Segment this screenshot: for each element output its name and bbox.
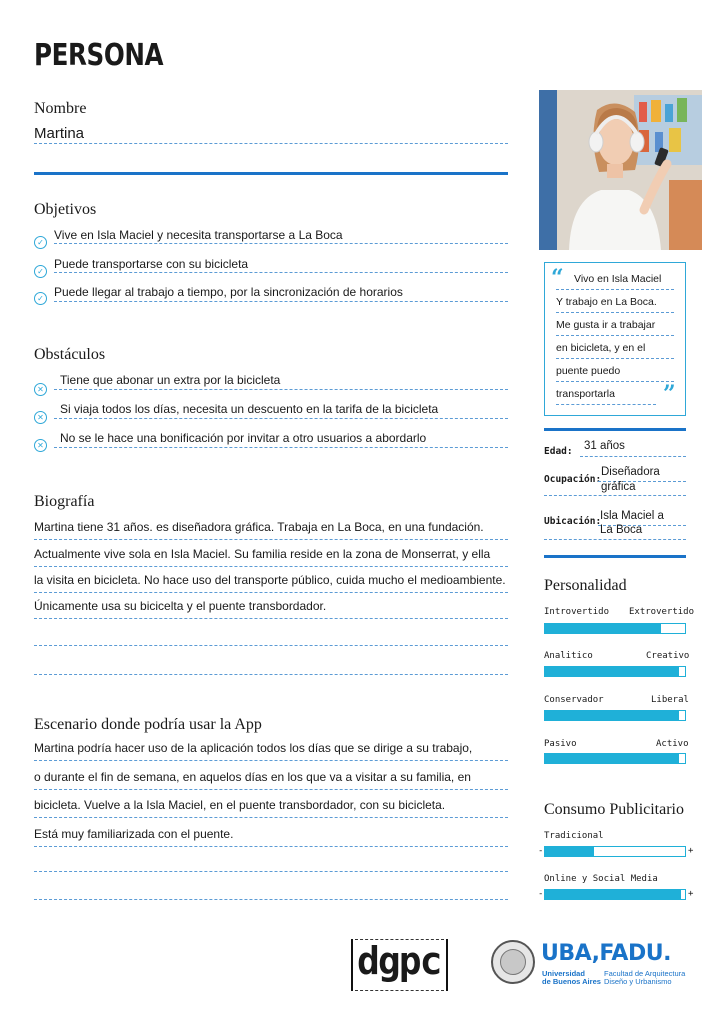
- divider: [34, 566, 508, 567]
- open-quote-icon: “: [551, 265, 564, 291]
- trait-slider-fill: [545, 624, 661, 633]
- trait-right-label: Extrovertido: [629, 607, 695, 617]
- divider: [556, 404, 656, 405]
- edad-value: 31 años: [584, 440, 625, 452]
- trait-left-label: Pasivo: [544, 739, 577, 749]
- obstaculo-text: Tiene que abonar un extra por la bicicleta: [60, 373, 281, 387]
- divider: [54, 447, 508, 448]
- trait-right-label: Creativo: [646, 651, 690, 661]
- objetivo-text: Puede transportarse con su bicicleta: [54, 257, 249, 271]
- quote-line: transportarla: [556, 388, 615, 400]
- consumo-label: Online y Social Media: [544, 874, 658, 884]
- uba-seal-icon: [491, 940, 535, 984]
- divider: [34, 817, 508, 818]
- consumo-slider: [544, 889, 686, 900]
- divider: [34, 674, 508, 675]
- x-circle-icon: ✕: [34, 383, 47, 396]
- escenario-line: bicicleta. Vuelve a la Isla Maciel, en el puente transbordador, con su bicicleta.: [34, 798, 446, 812]
- divider: [54, 418, 508, 419]
- section-divider: [544, 555, 686, 558]
- x-circle-icon: ✕: [34, 411, 47, 424]
- trait-left-label: Introvertido: [544, 607, 610, 617]
- edad-label: Edad:: [544, 446, 573, 457]
- dgpc-logo: [351, 939, 448, 991]
- fadu-subtitle-line: Facultad de Arquitectura: [604, 969, 686, 978]
- divider: [34, 871, 508, 872]
- persona-photo-illustration: [539, 90, 702, 250]
- trait-slider: [544, 753, 686, 764]
- biografia-line: Únicamente usa su bicicelta y el puente transbordador.: [34, 599, 327, 613]
- nombre-value: Martina: [34, 125, 85, 142]
- escenario-heading: Escenario donde podría usar la App: [34, 716, 262, 733]
- divider: [54, 243, 508, 244]
- personalidad-heading: Personalidad: [544, 577, 627, 594]
- ocupacion-label: Ocupación:: [544, 474, 602, 485]
- escenario-line: o durante el fin de semana, en aquelos días en los que va a visitar a su familia, en: [34, 770, 471, 784]
- check-circle-icon: ✓: [34, 292, 47, 305]
- divider: [556, 312, 674, 313]
- escenario-line: Martina podría hacer uso de la aplicación todos los días que se dirige a su trabajo,: [34, 741, 473, 755]
- divider: [34, 899, 508, 900]
- trait-slider-fill: [545, 667, 679, 676]
- plus-icon: +: [688, 846, 694, 856]
- fadu-subtitle-line: Diseño y Urbanismo: [604, 977, 672, 987]
- dgpc-logo-frame-bottom: [355, 990, 444, 991]
- trait-slider: [544, 710, 686, 721]
- minus-icon: -: [538, 889, 544, 899]
- consumo-slider-fill: [545, 890, 681, 899]
- section-divider: [34, 172, 508, 175]
- divider: [54, 272, 508, 273]
- divider: [556, 381, 674, 382]
- trait-slider: [544, 623, 686, 634]
- consumo-heading: Consumo Publicitario: [544, 801, 684, 818]
- trait-right-label: Liberal: [651, 695, 689, 705]
- objetivo-text: Vive en Isla Maciel y necesita transportarse a La Boca: [54, 228, 343, 242]
- divider: [580, 456, 686, 457]
- trait-left-label: Analitico: [544, 651, 593, 661]
- biografia-line: Actualmente vive sola en Isla Maciel. Su familia reside en la zona de Monserrat, y ella: [34, 547, 491, 561]
- divider: [34, 645, 508, 646]
- close-quote-icon: ”: [663, 381, 676, 407]
- quote-line: Vivo en Isla Maciel: [574, 273, 662, 285]
- fadu-subtitle: [604, 970, 685, 987]
- divider: [34, 846, 508, 847]
- divider: [54, 301, 508, 302]
- biografia-line: la visita en bicicleta. No hace uso del transporte público, cuida mucho el medioambiente.: [34, 573, 506, 587]
- ocupacion-value: Diseñadora: [601, 466, 660, 478]
- divider: [556, 358, 674, 359]
- divider: [34, 618, 508, 619]
- quote-line: en bicicleta, y en el: [556, 342, 646, 354]
- biografia-line: Martina tiene 31 años. es diseñadora gráfica. Trabaja en La Boca, en una fundación.: [34, 520, 484, 534]
- trait-slider: [544, 666, 686, 677]
- consumo-slider: [544, 846, 686, 857]
- trait-slider-fill: [545, 711, 679, 720]
- persona-photo: [539, 90, 702, 250]
- quote-line: Y trabajo en La Boca.: [556, 296, 657, 308]
- uba-fadu-logo: UBA,FADU.: [541, 941, 671, 966]
- quote-box: [544, 262, 686, 416]
- dgpc-logo-text: dgpc: [357, 939, 441, 983]
- divider: [34, 760, 508, 761]
- divider: [34, 789, 508, 790]
- escenario-line: Está muy familiarizada con el puente.: [34, 827, 234, 841]
- obstaculos-heading: Obstáculos: [34, 346, 106, 363]
- check-circle-icon: ✓: [34, 236, 47, 249]
- trait-left-label: Conservador: [544, 695, 604, 705]
- ubicacion-value: La Boca: [600, 524, 643, 536]
- uba-seal-inner: [500, 949, 526, 975]
- page-title: PERSONA: [34, 38, 164, 73]
- ocupacion-value: gráfica: [601, 481, 636, 493]
- nombre-label: Nombre: [34, 100, 87, 117]
- plus-icon: +: [688, 889, 694, 899]
- divider: [544, 495, 686, 496]
- ubicacion-label: Ubicación:: [544, 516, 602, 527]
- divider: [54, 389, 508, 390]
- minus-icon: -: [538, 846, 544, 856]
- obstaculo-text: No se le hace una bonificación por invitar a otro usuarios a abordarlo: [60, 431, 427, 445]
- trait-slider-fill: [545, 754, 679, 763]
- biografia-heading: Biografía: [34, 493, 95, 510]
- objetivo-text: Puede llegar al trabajo a tiempo, por la sincronización de horarios: [54, 285, 403, 299]
- quote-line: puente puedo: [556, 365, 621, 377]
- quote-line: Me gusta ir a trabajar: [556, 319, 656, 331]
- divider: [544, 539, 686, 540]
- uba-subtitle-line: de Buenos Aires: [542, 977, 601, 987]
- trait-right-label: Activo: [656, 739, 689, 749]
- consumo-slider-fill: [545, 847, 594, 856]
- obstaculo-text: Si viaja todos los días, necesita un descuento en la tarifa de la bicicleta: [60, 402, 439, 416]
- divider: [34, 143, 508, 144]
- x-circle-icon: ✕: [34, 439, 47, 452]
- divider: [34, 539, 508, 540]
- check-circle-icon: ✓: [34, 265, 47, 278]
- divider: [556, 335, 674, 336]
- divider: [556, 289, 674, 290]
- section-divider: [544, 428, 686, 431]
- objetivos-heading: Objetivos: [34, 201, 97, 218]
- consumo-label: Tradicional: [544, 831, 604, 841]
- uba-subtitle: [542, 970, 601, 987]
- uba-subtitle-line: Universidad: [542, 969, 585, 978]
- divider: [34, 592, 508, 593]
- ubicacion-value: Isla Maciel a: [600, 510, 664, 522]
